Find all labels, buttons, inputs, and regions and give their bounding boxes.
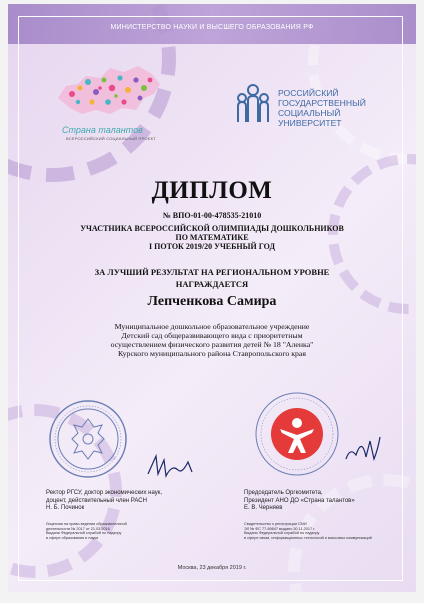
awarded-text: НАГРАЖДАЕТСЯ: [175, 279, 249, 289]
recipient-name: Лепченкова Самира: [147, 294, 277, 309]
diploma-title: ДИПЛОМ: [151, 177, 273, 204]
strana-logo-text: Страна талантов: [62, 125, 143, 135]
diploma-sheet: [8, 4, 416, 592]
diploma-number: № ВПО-01-00-478535-21010: [162, 211, 262, 220]
organization-name: Муниципальное дошкольное образовательное учреждение Детский сад общеразвивающего вида с приоритетным осуществлением физического развития детей № 18 "Аленка" Курского муниципального района Ставропольского края: [110, 322, 314, 358]
university-seal-icon: [48, 399, 128, 479]
ministry-title: МИНИСТЕРСТВО НАУКИ И ВЫСШЕГО ОБРАЗОВАНИЯ РФ: [110, 24, 314, 31]
rector-signature: [144, 450, 196, 480]
rector-signer: Ректор РГСУ, доктор экономических наук, доцент, действительный член РАСН Н. Б. Починок: [46, 490, 163, 511]
achievement-text: ЗА ЛУЧШИЙ РЕЗУЛЬТАТ НА РЕГИОНАЛЬНОМ УРОВНЕ: [94, 267, 330, 277]
media-registration-info: Свидетельство о регистрации СМИ ЭЛ № ФС 77-69847 выдано 30.11.2017 г. Выдано Федеральной службой по надзору в сфере связи, информационных технологий и массовых коммуникаций: [244, 522, 372, 540]
russia-map-logo: [52, 58, 164, 122]
olympiad-description: УЧАСТНИКА ВСЕРОССИЙСКОЙ ОЛИМПИАДЫ ДОШКОЛЬНИКОВ ПО МАТЕМАТИКЕ I ПОТОК 2019/20 УЧЕБНЫЙ ГОД: [80, 224, 344, 251]
strana-logo-subtitle: ВСЕРОССИЙСКИЙ СОЦИАЛЬНЫЙ ПРОЕКТ: [66, 136, 156, 141]
rgsu-logo-icon: [234, 82, 272, 124]
issue-date: Москва, 23 декабря 2019 г.: [177, 565, 247, 571]
chairman-signer: Председатель Оргкомитета, Президент АНО ДО «Страна талантов» Е. В. Черняев: [244, 490, 355, 511]
license-info: Лицензия на право ведения образовательной деятельности № 2017 от 21.03.2016 Выдана Федеральной службой по надзору в сфере образования и науки: [46, 522, 127, 540]
strana-talantov-emblem: [254, 391, 340, 477]
chairman-signature: [340, 429, 384, 467]
rgsu-logo-text: РОССИЙСКИЙ ГОСУДАРСТВЕННЫЙ СОЦИАЛЬНЫЙ УНИВЕРСИТЕТ: [278, 88, 366, 128]
